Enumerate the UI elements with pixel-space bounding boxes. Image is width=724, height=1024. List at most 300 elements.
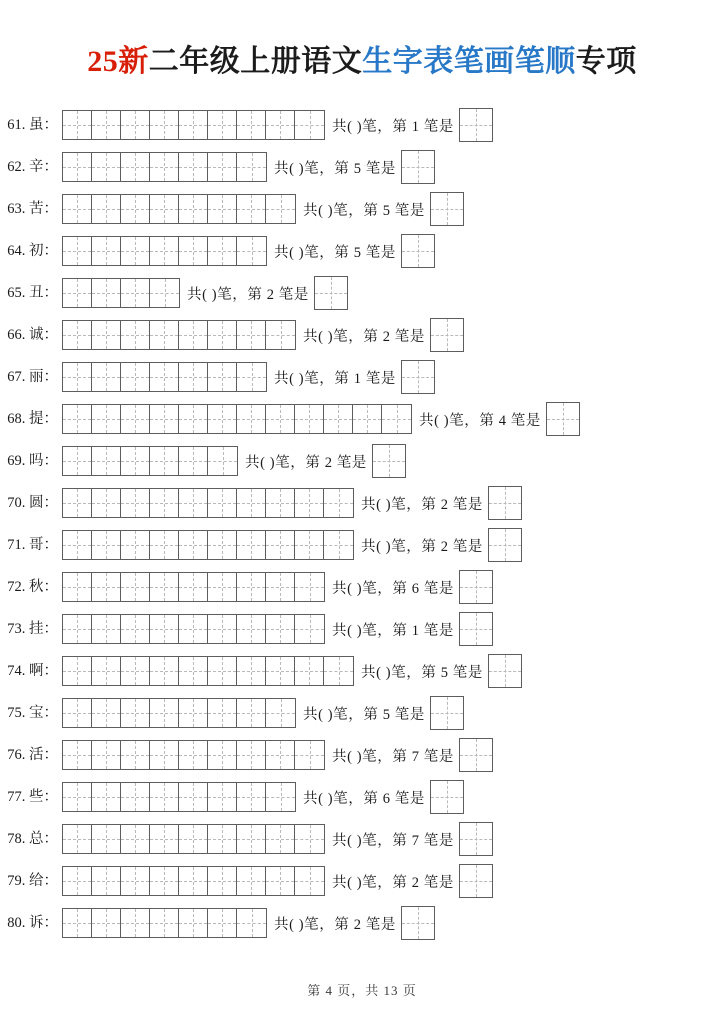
worksheet-row: [0, 272, 724, 314]
grid-cell[interactable]: [208, 615, 237, 643]
grid-cell[interactable]: [92, 741, 121, 769]
grid-cell[interactable]: [121, 741, 150, 769]
row-number: 76.: [7, 746, 26, 763]
stroke-question-text: 共( )笔，第 5 笔是: [303, 202, 425, 219]
stroke-answer-box[interactable]: [488, 654, 522, 688]
stroke-question-text: 共( )笔，第 5 笔是: [274, 244, 396, 261]
worksheet-row: [0, 650, 724, 692]
row-character: 苦: [29, 200, 44, 217]
stroke-practice-grid[interactable]: [62, 572, 325, 602]
grid-cell[interactable]: [237, 237, 266, 265]
grid-cell[interactable]: [121, 531, 150, 559]
row-character: 初: [29, 242, 44, 259]
grid-cell[interactable]: [295, 657, 324, 685]
grid-cell[interactable]: [266, 867, 295, 895]
grid-cell[interactable]: [63, 531, 92, 559]
grid-cell[interactable]: [179, 699, 208, 727]
grid-cell[interactable]: [266, 573, 295, 601]
grid-cell[interactable]: [237, 153, 266, 181]
grid-cell[interactable]: [237, 573, 266, 601]
grid-cell[interactable]: [179, 153, 208, 181]
stroke-practice-grid[interactable]: [62, 866, 325, 896]
grid-cell[interactable]: [266, 489, 295, 517]
row-colon: ：: [43, 494, 58, 511]
stroke-answer-box[interactable]: [430, 780, 464, 814]
row-colon: ：: [43, 200, 58, 217]
row-colon: ：: [43, 662, 58, 679]
grid-cell[interactable]: [179, 447, 208, 475]
stroke-question-text: 共( )笔，第 2 笔是: [303, 328, 425, 345]
grid-cell[interactable]: [121, 321, 150, 349]
grid-cell[interactable]: [63, 237, 92, 265]
stroke-question-text: 共( )笔，第 2 笔是: [245, 454, 367, 471]
worksheet-rows: [0, 104, 724, 944]
grid-cell[interactable]: [237, 195, 266, 223]
grid-cell[interactable]: [121, 825, 150, 853]
stroke-practice-grid[interactable]: [62, 236, 267, 266]
worksheet-row: [0, 356, 724, 398]
grid-cell[interactable]: [266, 615, 295, 643]
grid-cell[interactable]: [266, 111, 295, 139]
grid-cell[interactable]: [208, 111, 237, 139]
grid-cell[interactable]: [63, 699, 92, 727]
stroke-answer-box[interactable]: [459, 738, 493, 772]
grid-cell[interactable]: [266, 699, 295, 727]
grid-cell[interactable]: [121, 657, 150, 685]
worksheet-row: [0, 188, 724, 230]
grid-cell[interactable]: [266, 321, 295, 349]
row-number: 69.: [7, 452, 26, 469]
grid-cell[interactable]: [150, 195, 179, 223]
title-segment-0: 25新: [87, 45, 149, 78]
grid-cell[interactable]: [179, 111, 208, 139]
grid-cell[interactable]: [179, 783, 208, 811]
grid-cell[interactable]: [208, 237, 237, 265]
row-number: 74.: [7, 662, 26, 679]
title-segment-2: 生字表笔画笔顺: [362, 45, 576, 78]
grid-cell[interactable]: [150, 321, 179, 349]
grid-cell[interactable]: [179, 867, 208, 895]
worksheet-row: [0, 734, 724, 776]
grid-cell[interactable]: [208, 447, 237, 475]
grid-cell[interactable]: [92, 321, 121, 349]
worksheet-row: [0, 902, 724, 944]
grid-cell[interactable]: [63, 279, 92, 307]
grid-cell[interactable]: [353, 405, 382, 433]
worksheet-row: [0, 608, 724, 650]
row-character: 总: [29, 830, 44, 847]
stroke-question-text: 共( )笔，第 5 笔是: [361, 664, 483, 681]
grid-cell[interactable]: [237, 741, 266, 769]
row-character: 给: [29, 872, 44, 889]
grid-cell[interactable]: [179, 615, 208, 643]
grid-cell[interactable]: [121, 153, 150, 181]
stroke-answer-box[interactable]: [401, 360, 435, 394]
grid-cell[interactable]: [92, 825, 121, 853]
row-label: [0, 412, 62, 427]
grid-cell[interactable]: [208, 195, 237, 223]
row-number: 73.: [7, 620, 26, 637]
row-label: [0, 622, 62, 637]
row-character: 些: [29, 788, 44, 805]
row-number: 63.: [7, 200, 26, 217]
grid-cell[interactable]: [121, 111, 150, 139]
stroke-practice-grid[interactable]: [62, 530, 354, 560]
row-colon: ：: [43, 872, 58, 889]
grid-cell[interactable]: [150, 363, 179, 391]
grid-cell[interactable]: [121, 783, 150, 811]
grid-cell[interactable]: [121, 195, 150, 223]
stroke-question-text: 共( )笔，第 1 笔是: [274, 370, 396, 387]
stroke-answer-box[interactable]: [401, 234, 435, 268]
grid-cell[interactable]: [150, 489, 179, 517]
grid-cell[interactable]: [237, 405, 266, 433]
grid-cell[interactable]: [208, 573, 237, 601]
row-character: 诚: [29, 326, 44, 343]
stroke-answer-box[interactable]: [372, 444, 406, 478]
grid-cell[interactable]: [208, 783, 237, 811]
grid-cell[interactable]: [121, 447, 150, 475]
grid-cell[interactable]: [121, 237, 150, 265]
grid-cell[interactable]: [295, 531, 324, 559]
stroke-question-text: 共( )笔，第 7 笔是: [332, 832, 454, 849]
row-colon: ：: [43, 746, 58, 763]
grid-cell[interactable]: [295, 489, 324, 517]
grid-cell[interactable]: [63, 111, 92, 139]
grid-cell[interactable]: [150, 615, 179, 643]
stroke-answer-box[interactable]: [488, 528, 522, 562]
grid-cell[interactable]: [121, 279, 150, 307]
grid-cell[interactable]: [208, 699, 237, 727]
grid-cell[interactable]: [63, 195, 92, 223]
stroke-answer-box[interactable]: [314, 276, 348, 310]
page-footer: 第 4 页，共 13 页: [307, 983, 417, 998]
stroke-practice-grid[interactable]: [62, 320, 296, 350]
grid-cell[interactable]: [150, 741, 179, 769]
row-label: [0, 244, 62, 259]
row-label: [0, 370, 62, 385]
stroke-answer-box[interactable]: [459, 864, 493, 898]
grid-cell[interactable]: [179, 657, 208, 685]
grid-cell[interactable]: [237, 615, 266, 643]
row-character: 辛: [29, 158, 44, 175]
stroke-answer-box[interactable]: [459, 612, 493, 646]
stroke-question-text: 共( )笔，第 2 笔是: [332, 874, 454, 891]
grid-cell[interactable]: [63, 783, 92, 811]
grid-cell[interactable]: [266, 825, 295, 853]
grid-cell[interactable]: [266, 783, 295, 811]
stroke-answer-box[interactable]: [401, 150, 435, 184]
row-label: [0, 496, 62, 511]
grid-cell[interactable]: [295, 111, 324, 139]
grid-cell[interactable]: [92, 279, 121, 307]
grid-cell[interactable]: [63, 363, 92, 391]
stroke-question-text: 共( )笔，第 2 笔是: [274, 916, 396, 933]
grid-cell[interactable]: [208, 741, 237, 769]
grid-cell[interactable]: [63, 573, 92, 601]
grid-cell[interactable]: [92, 699, 121, 727]
title-segment-3: 专项: [575, 45, 637, 78]
grid-cell[interactable]: [150, 279, 179, 307]
grid-cell[interactable]: [63, 321, 92, 349]
row-colon: ：: [43, 284, 58, 301]
grid-cell[interactable]: [150, 657, 179, 685]
stroke-practice-grid[interactable]: [62, 740, 325, 770]
grid-cell[interactable]: [92, 237, 121, 265]
stroke-answer-box[interactable]: [459, 822, 493, 856]
row-colon: ：: [43, 578, 58, 595]
grid-cell[interactable]: [92, 909, 121, 937]
grid-cell[interactable]: [179, 573, 208, 601]
grid-cell[interactable]: [150, 867, 179, 895]
grid-cell[interactable]: [266, 531, 295, 559]
row-number: 75.: [7, 704, 26, 721]
worksheet-row: [0, 482, 724, 524]
row-colon: ：: [43, 830, 58, 847]
stroke-question-text: 共( )笔，第 2 笔是: [361, 538, 483, 555]
grid-cell[interactable]: [179, 489, 208, 517]
grid-cell[interactable]: [208, 153, 237, 181]
row-label: [0, 202, 62, 217]
grid-cell[interactable]: [237, 699, 266, 727]
grid-cell[interactable]: [208, 405, 237, 433]
grid-cell[interactable]: [208, 867, 237, 895]
stroke-practice-grid[interactable]: [62, 488, 354, 518]
grid-cell[interactable]: [150, 909, 179, 937]
grid-cell[interactable]: [266, 195, 295, 223]
grid-cell[interactable]: [266, 657, 295, 685]
row-label: [0, 118, 62, 133]
grid-cell[interactable]: [179, 909, 208, 937]
grid-cell[interactable]: [150, 783, 179, 811]
stroke-question-text: 共( )笔，第 1 笔是: [332, 118, 454, 135]
stroke-question-text: 共( )笔，第 7 笔是: [332, 748, 454, 765]
row-colon: ：: [43, 410, 58, 427]
row-colon: ：: [43, 788, 58, 805]
stroke-practice-grid[interactable]: [62, 656, 354, 686]
row-label: [0, 748, 62, 763]
worksheet-row: [0, 398, 724, 440]
grid-cell[interactable]: [208, 489, 237, 517]
grid-cell[interactable]: [92, 195, 121, 223]
grid-cell[interactable]: [179, 741, 208, 769]
grid-cell[interactable]: [324, 405, 353, 433]
row-colon: ：: [43, 368, 58, 385]
grid-cell[interactable]: [150, 111, 179, 139]
stroke-practice-grid[interactable]: [62, 782, 296, 812]
stroke-practice-grid[interactable]: [62, 614, 325, 644]
grid-cell[interactable]: [295, 573, 324, 601]
row-label: [0, 286, 62, 301]
grid-cell[interactable]: [150, 153, 179, 181]
row-colon: ：: [43, 914, 58, 931]
stroke-practice-grid[interactable]: [62, 446, 238, 476]
row-number: 67.: [7, 368, 26, 385]
grid-cell[interactable]: [237, 489, 266, 517]
stroke-question-text: 共( )笔，第 1 笔是: [332, 622, 454, 639]
row-number: 71.: [7, 536, 26, 553]
grid-cell[interactable]: [92, 657, 121, 685]
grid-cell[interactable]: [237, 909, 266, 937]
grid-cell[interactable]: [295, 741, 324, 769]
grid-cell[interactable]: [237, 657, 266, 685]
row-label: [0, 832, 62, 847]
row-colon: ：: [43, 452, 58, 469]
stroke-answer-box[interactable]: [488, 486, 522, 520]
grid-cell[interactable]: [150, 573, 179, 601]
grid-cell[interactable]: [208, 363, 237, 391]
row-character: 提: [29, 410, 44, 427]
grid-cell[interactable]: [237, 825, 266, 853]
stroke-practice-grid[interactable]: [62, 110, 325, 140]
grid-cell[interactable]: [121, 867, 150, 895]
grid-cell[interactable]: [179, 195, 208, 223]
worksheet-row: [0, 860, 724, 902]
stroke-practice-grid[interactable]: [62, 152, 267, 182]
row-colon: ：: [43, 116, 58, 133]
grid-cell[interactable]: [150, 699, 179, 727]
grid-cell[interactable]: [179, 531, 208, 559]
grid-cell[interactable]: [63, 615, 92, 643]
grid-cell[interactable]: [150, 237, 179, 265]
grid-cell[interactable]: [295, 405, 324, 433]
grid-cell[interactable]: [121, 363, 150, 391]
row-number: 80.: [7, 914, 26, 931]
row-number: 79.: [7, 872, 26, 889]
row-label: [0, 664, 62, 679]
row-character: 虽: [29, 116, 44, 133]
row-label: [0, 160, 62, 175]
grid-cell[interactable]: [121, 615, 150, 643]
row-label: [0, 706, 62, 721]
grid-cell[interactable]: [150, 405, 179, 433]
grid-cell[interactable]: [63, 825, 92, 853]
grid-cell[interactable]: [208, 321, 237, 349]
grid-cell[interactable]: [150, 825, 179, 853]
grid-cell[interactable]: [266, 405, 295, 433]
grid-cell[interactable]: [121, 405, 150, 433]
worksheet-row: [0, 776, 724, 818]
row-colon: ：: [43, 326, 58, 343]
row-character: 吗: [29, 452, 44, 469]
row-number: 72.: [7, 578, 26, 595]
grid-cell[interactable]: [63, 657, 92, 685]
grid-cell[interactable]: [121, 573, 150, 601]
grid-cell[interactable]: [237, 867, 266, 895]
stroke-answer-box[interactable]: [401, 906, 435, 940]
grid-cell[interactable]: [63, 153, 92, 181]
grid-cell[interactable]: [92, 363, 121, 391]
grid-cell[interactable]: [295, 825, 324, 853]
row-label: [0, 538, 62, 553]
grid-cell[interactable]: [92, 405, 121, 433]
row-number: 78.: [7, 830, 26, 847]
stroke-practice-grid[interactable]: [62, 908, 267, 938]
worksheet-row: [0, 230, 724, 272]
stroke-practice-grid[interactable]: [62, 698, 296, 728]
grid-cell[interactable]: [121, 699, 150, 727]
worksheet-row: [0, 440, 724, 482]
grid-cell[interactable]: [266, 741, 295, 769]
stroke-answer-box[interactable]: [459, 570, 493, 604]
grid-cell[interactable]: [121, 909, 150, 937]
grid-cell[interactable]: [150, 531, 179, 559]
grid-cell[interactable]: [63, 909, 92, 937]
grid-cell[interactable]: [92, 783, 121, 811]
grid-cell[interactable]: [92, 111, 121, 139]
row-colon: ：: [43, 242, 58, 259]
row-label: [0, 790, 62, 805]
grid-cell[interactable]: [179, 825, 208, 853]
worksheet-row: [0, 566, 724, 608]
stroke-answer-box[interactable]: [430, 696, 464, 730]
grid-cell[interactable]: [92, 531, 121, 559]
grid-cell[interactable]: [63, 447, 92, 475]
grid-cell[interactable]: [295, 615, 324, 643]
grid-cell[interactable]: [92, 573, 121, 601]
grid-cell[interactable]: [92, 489, 121, 517]
grid-cell[interactable]: [208, 909, 237, 937]
stroke-practice-grid[interactable]: [62, 404, 412, 434]
stroke-answer-box[interactable]: [546, 402, 580, 436]
row-character: 宝: [29, 704, 44, 721]
grid-cell[interactable]: [63, 867, 92, 895]
grid-cell[interactable]: [150, 447, 179, 475]
grid-cell[interactable]: [179, 363, 208, 391]
grid-cell[interactable]: [324, 531, 353, 559]
grid-cell[interactable]: [237, 363, 266, 391]
grid-cell[interactable]: [324, 657, 353, 685]
row-number: 62.: [7, 158, 26, 175]
grid-cell[interactable]: [179, 321, 208, 349]
grid-cell[interactable]: [121, 489, 150, 517]
grid-cell[interactable]: [92, 153, 121, 181]
stroke-practice-grid[interactable]: [62, 278, 180, 308]
stroke-practice-grid[interactable]: [62, 362, 267, 392]
row-number: 77.: [7, 788, 26, 805]
grid-cell[interactable]: [63, 489, 92, 517]
grid-cell[interactable]: [208, 825, 237, 853]
grid-cell[interactable]: [237, 321, 266, 349]
stroke-answer-box[interactable]: [430, 318, 464, 352]
grid-cell[interactable]: [92, 615, 121, 643]
grid-cell[interactable]: [382, 405, 411, 433]
grid-cell[interactable]: [208, 531, 237, 559]
grid-cell[interactable]: [179, 237, 208, 265]
grid-cell[interactable]: [237, 531, 266, 559]
grid-cell[interactable]: [63, 741, 92, 769]
row-character: 诉: [29, 914, 44, 931]
grid-cell[interactable]: [179, 405, 208, 433]
grid-cell[interactable]: [324, 489, 353, 517]
grid-cell[interactable]: [237, 111, 266, 139]
grid-cell[interactable]: [208, 657, 237, 685]
stroke-practice-grid[interactable]: [62, 194, 296, 224]
row-label: [0, 580, 62, 595]
grid-cell[interactable]: [92, 447, 121, 475]
stroke-answer-box[interactable]: [430, 192, 464, 226]
row-colon: ：: [43, 620, 58, 637]
grid-cell[interactable]: [63, 405, 92, 433]
page-title: [0, 36, 724, 80]
stroke-answer-box[interactable]: [459, 108, 493, 142]
grid-cell[interactable]: [92, 867, 121, 895]
stroke-question-text: 共( )笔，第 6 笔是: [332, 580, 454, 597]
grid-cell[interactable]: [295, 867, 324, 895]
grid-cell[interactable]: [237, 783, 266, 811]
row-character: 丽: [29, 368, 44, 385]
stroke-practice-grid[interactable]: [62, 824, 325, 854]
